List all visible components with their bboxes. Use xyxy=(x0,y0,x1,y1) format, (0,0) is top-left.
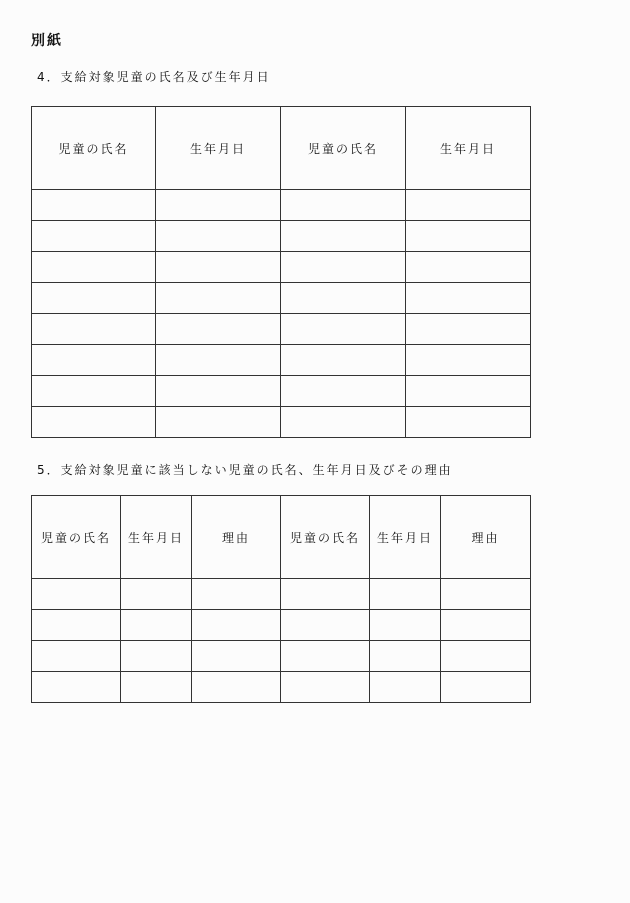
entry-cell[interactable] xyxy=(441,641,531,672)
table-header-row xyxy=(32,107,531,190)
header-child-name: 児童の氏名 xyxy=(281,107,406,190)
entry-cell[interactable] xyxy=(281,221,406,252)
entry-cell[interactable] xyxy=(32,314,156,345)
entry-cell[interactable] xyxy=(281,672,370,703)
entry-cell[interactable] xyxy=(281,252,406,283)
entry-cell[interactable] xyxy=(32,221,156,252)
table-header-row xyxy=(32,496,531,579)
entry-cell[interactable] xyxy=(156,190,281,221)
table-row xyxy=(32,221,531,252)
table-row xyxy=(32,641,531,672)
entry-cell[interactable] xyxy=(192,672,281,703)
entry-cell[interactable] xyxy=(32,345,156,376)
entry-cell[interactable] xyxy=(156,283,281,314)
entry-cell[interactable] xyxy=(441,579,531,610)
entry-cell[interactable] xyxy=(406,283,531,314)
entry-cell[interactable] xyxy=(281,283,406,314)
entry-cell[interactable] xyxy=(121,610,192,641)
entry-cell[interactable] xyxy=(406,190,531,221)
entry-cell[interactable] xyxy=(441,672,531,703)
header-birth-date: 生年月日 xyxy=(121,496,192,579)
page-label: 別紙 xyxy=(31,33,63,49)
header-child-name: 児童の氏名 xyxy=(32,107,156,190)
entry-cell[interactable] xyxy=(32,407,156,438)
non-eligible-table-body xyxy=(32,579,531,703)
children-table xyxy=(31,106,531,438)
entry-cell[interactable] xyxy=(32,610,121,641)
header-reason: 理由 xyxy=(441,496,531,579)
entry-cell[interactable] xyxy=(32,252,156,283)
entry-cell[interactable] xyxy=(32,190,156,221)
entry-cell[interactable] xyxy=(156,314,281,345)
entry-cell[interactable] xyxy=(121,579,192,610)
entry-cell[interactable] xyxy=(156,345,281,376)
entry-cell[interactable] xyxy=(32,641,121,672)
entry-cell[interactable] xyxy=(281,407,406,438)
header-birth-date: 生年月日 xyxy=(406,107,531,190)
entry-cell[interactable] xyxy=(32,579,121,610)
entry-cell[interactable] xyxy=(156,221,281,252)
entry-cell[interactable] xyxy=(406,252,531,283)
table-row xyxy=(32,579,531,610)
entry-cell[interactable] xyxy=(156,376,281,407)
entry-cell[interactable] xyxy=(192,579,281,610)
entry-cell[interactable] xyxy=(156,407,281,438)
section-5-heading: 5．支給対象児童に該当しない児童の氏名、生年月日及びその理由 xyxy=(37,463,453,477)
table-row xyxy=(32,376,531,407)
table-row xyxy=(32,314,531,345)
table-row xyxy=(32,672,531,703)
table-row xyxy=(32,252,531,283)
entry-cell[interactable] xyxy=(406,376,531,407)
entry-cell[interactable] xyxy=(121,672,192,703)
entry-cell[interactable] xyxy=(281,345,406,376)
entry-cell[interactable] xyxy=(192,610,281,641)
entry-cell[interactable] xyxy=(281,190,406,221)
table-row xyxy=(32,345,531,376)
table-row xyxy=(32,407,531,438)
header-child-name: 児童の氏名 xyxy=(281,496,370,579)
entry-cell[interactable] xyxy=(32,672,121,703)
entry-cell[interactable] xyxy=(32,376,156,407)
entry-cell[interactable] xyxy=(370,579,441,610)
children-table-body xyxy=(32,190,531,438)
entry-cell[interactable] xyxy=(370,672,441,703)
header-child-name: 児童の氏名 xyxy=(32,496,121,579)
entry-cell[interactable] xyxy=(406,407,531,438)
entry-cell[interactable] xyxy=(281,314,406,345)
table-row xyxy=(32,610,531,641)
entry-cell[interactable] xyxy=(281,579,370,610)
table-row xyxy=(32,283,531,314)
entry-cell[interactable] xyxy=(370,610,441,641)
entry-cell[interactable] xyxy=(281,641,370,672)
section-4-heading: 4．支給対象児童の氏名及び生年月日 xyxy=(37,70,271,84)
entry-cell[interactable] xyxy=(32,283,156,314)
non-eligible-children-table xyxy=(31,495,531,703)
entry-cell[interactable] xyxy=(192,641,281,672)
header-birth-date: 生年月日 xyxy=(156,107,281,190)
entry-cell[interactable] xyxy=(441,610,531,641)
header-reason: 理由 xyxy=(192,496,281,579)
entry-cell[interactable] xyxy=(406,221,531,252)
header-birth-date: 生年月日 xyxy=(370,496,441,579)
entry-cell[interactable] xyxy=(281,376,406,407)
entry-cell[interactable] xyxy=(281,610,370,641)
entry-cell[interactable] xyxy=(406,345,531,376)
entry-cell[interactable] xyxy=(121,641,192,672)
entry-cell[interactable] xyxy=(156,252,281,283)
table-row xyxy=(32,190,531,221)
entry-cell[interactable] xyxy=(406,314,531,345)
entry-cell[interactable] xyxy=(370,641,441,672)
